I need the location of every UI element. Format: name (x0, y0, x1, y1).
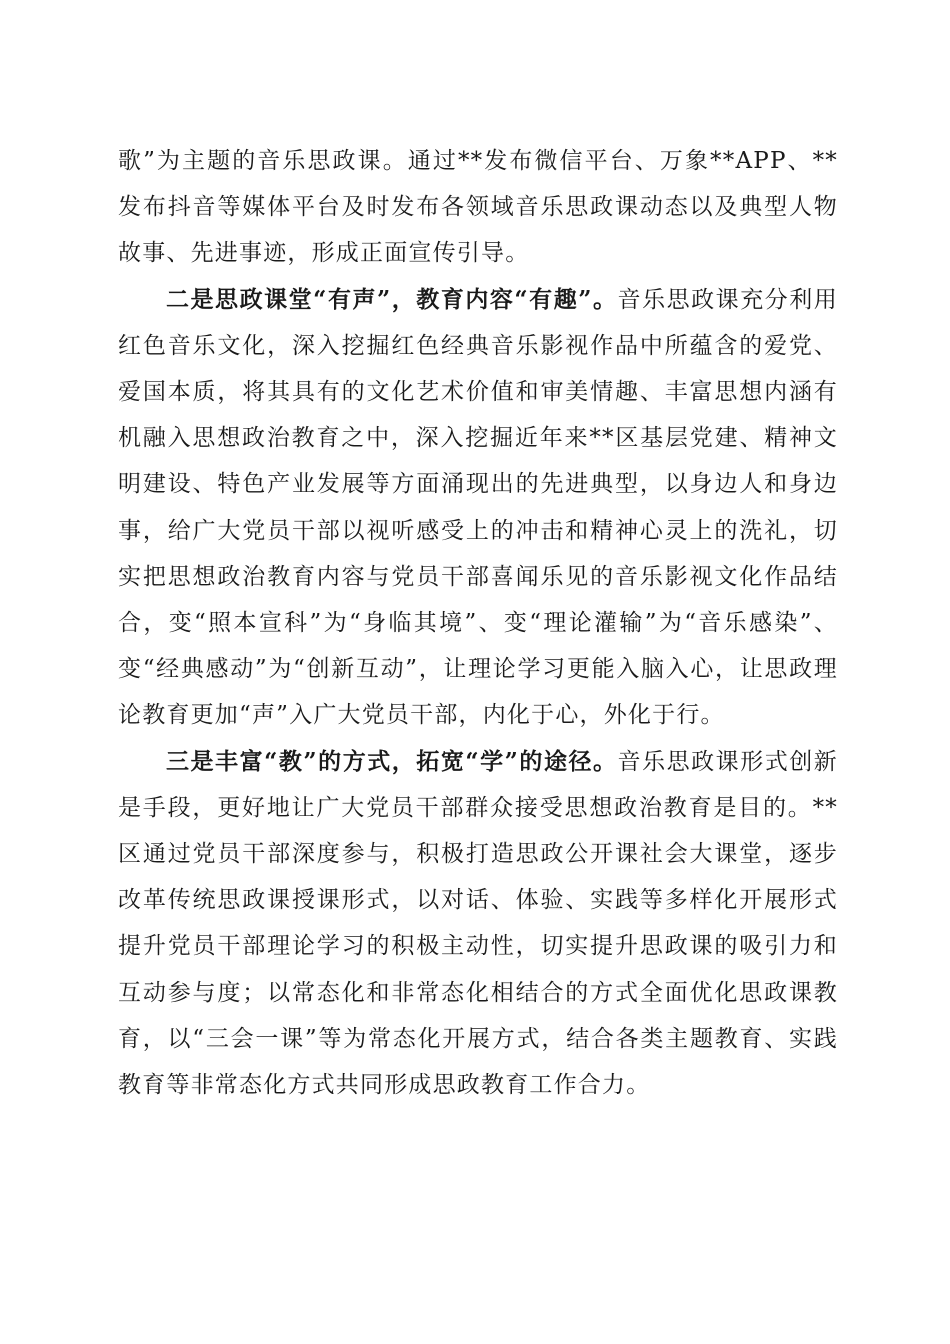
paragraph-third-point (118, 739, 838, 1109)
paragraph-second-point (118, 277, 838, 739)
paragraph-2-lead: 二是思政课堂“有声”，教育内容“有趣”。 (166, 285, 618, 313)
paragraph-1-text: 歌”为主题的音乐思政课。通过**发布微信平台、万象**APP、**发布抖音等媒体平台及时发布各领域音乐思政课动态以及典型人物故事、先进事迹，形成正面宣传引导。 (118, 148, 838, 267)
paragraph-continued (118, 138, 838, 277)
paragraph-3-lead: 三是丰富“教”的方式，拓宽“学”的途径。 (166, 747, 618, 775)
paragraph-3-text: 音乐思政课形式创新是手段，更好地让广大党员干部群众接受思想政治教育是目的。**区通过党员干部深度参与，积极打造思政公开课社会大课堂，逐步改革传统思政课授课形式，以对话、体验、实践等多样化开展形式提升党员干部理论学习的积极主动性，切实提升思政课的吸引力和互动参与度；以常态化和非常态化相结合的方式全面优化思政课教育，以“三会一课”等为常态化开展方式，结合各类主题教育、实践教育等非常态化方式共同形成思政教育工作合力。 (118, 748, 838, 1099)
document-body (118, 138, 838, 1108)
paragraph-2-text: 音乐思政课充分利用红色音乐文化，深入挖掘红色经典音乐影视作品中所蕴含的爱党、爱国本质，将其具有的文化艺术价值和审美情趣、丰富思想内涵有机融入思想政治教育之中，深入挖掘近年来**区基层党建、精神文明建设、特色产业发展等方面涌现出的先进典型，以身边人和身边事，给广大党员干部以视听感受上的冲击和精神心灵上的洗礼，切实把思想政治教育内容与党员干部喜闻乐见的音乐影视文化作品结合，变“照本宣科”为“身临其境”、变“理论灌输”为“音乐感染”、变“经典感动”为“创新互动”，让理论学习更能入脑入心，让思政理论教育更加“声”入广大党员干部，内化于心，外化于行。 (118, 286, 838, 729)
